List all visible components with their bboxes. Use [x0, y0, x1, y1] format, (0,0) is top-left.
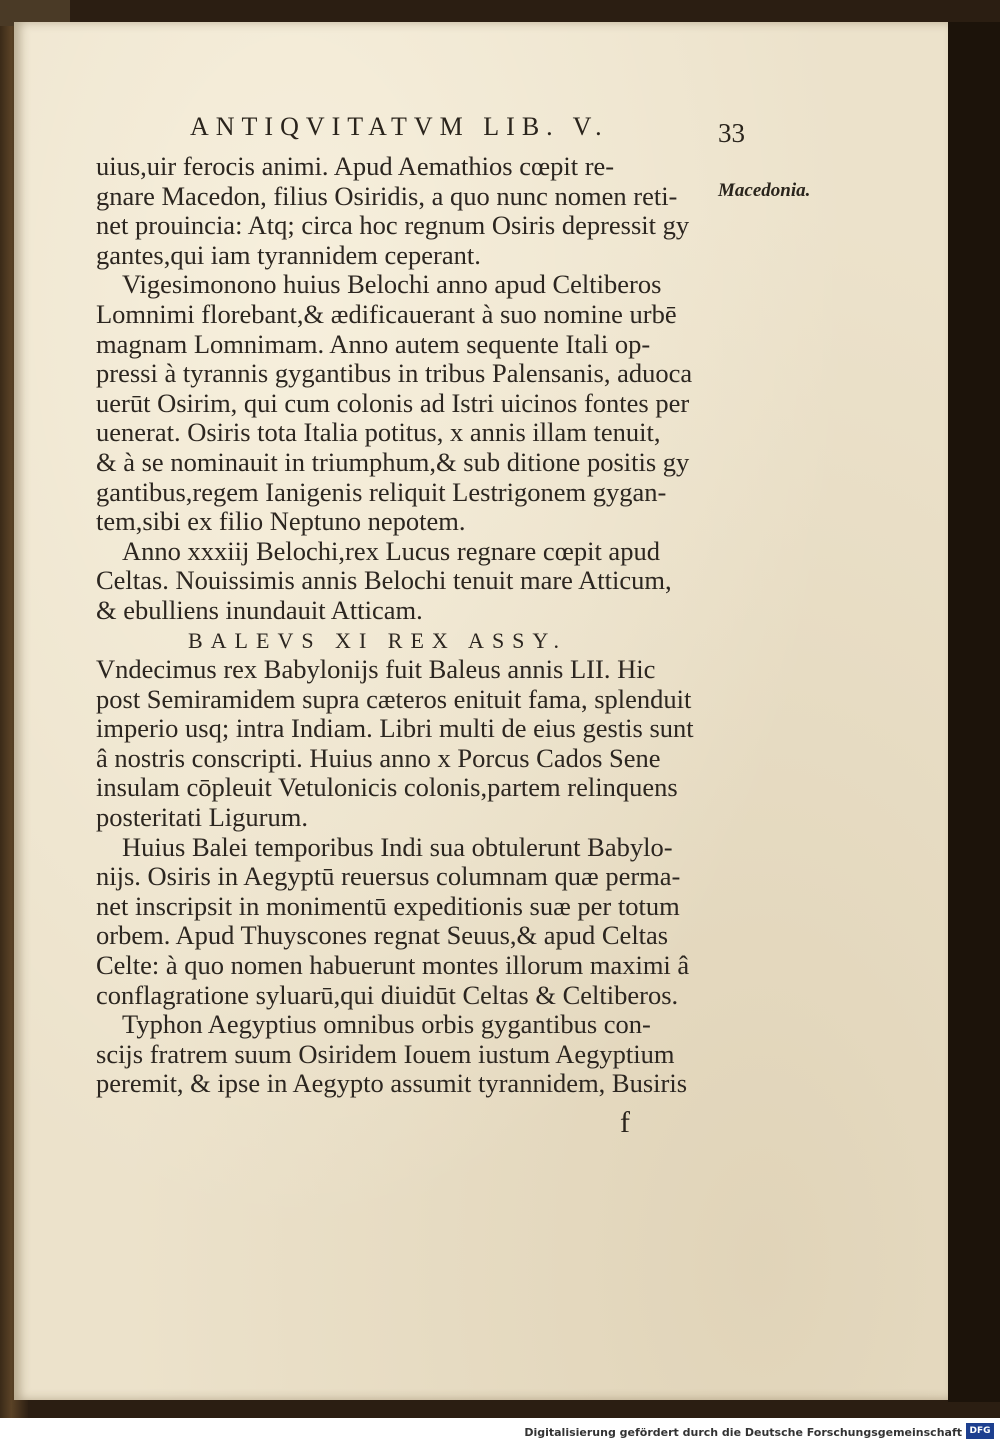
text-line: net prouincia: Atq; circa hoc regnum Osiris depressit gy — [96, 210, 690, 241]
text-line: Huius Balei temporibus Indi sua obtulerunt Babylo- — [122, 831, 673, 862]
text-line: Typhon Aegyptius omnibus orbis gygantibus con- — [122, 1009, 651, 1040]
text-line: peremit, & ipse in Aegypto assumit tyrannidem, Busiris — [96, 1068, 688, 1099]
text-line: conflagratione syluarū,qui diuidūt Celtas & Celtiberos. — [96, 979, 679, 1010]
text-line: uius,uir ferocis animi. Apud Aemathios cœpit re- — [96, 151, 615, 181]
text-line: Vndecimus rex Babylonijs fuit Baleus annis LII. Hic — [96, 654, 656, 685]
folio-number: 33 — [718, 118, 745, 148]
text-line: uerūt Osirim, qui cum colonis ad Istri uicinos fontes per — [96, 387, 690, 418]
catchword: f — [620, 1106, 630, 1139]
text-line: & ebulliens inundauit Atticam. — [96, 594, 423, 625]
text-line: scijs fratrem suum Osiridem Iouem iustum Aegyptium — [96, 1038, 675, 1069]
running-title: ANTIQVITATVM LIB. V. — [190, 112, 609, 141]
text-line: net inscripsit in monimentū expeditionis suæ per totum — [96, 890, 680, 921]
text-line: Lomnimi florebant,& ædificauerant à suo nomine urbē — [96, 298, 677, 329]
text-line: imperio usq; intra Indiam. Libri multi de eius gestis sunt — [96, 713, 694, 744]
text-line: nijs. Osiris in Aegyptū reuersus columnam quæ perma- — [96, 861, 681, 892]
text-line: insulam cōpleuit Vetulonicis colonis,partem relinquens — [96, 772, 678, 803]
text-line: pressi à tyrannis gygantibus in tribus Palensanis, aduoca — [96, 358, 693, 389]
text-line: orbem. Apud Thuyscones regnat Seuus,& apud Celtas — [96, 920, 669, 951]
footer-bar — [0, 1418, 1000, 1448]
margin-note: Macedonia. — [718, 180, 811, 201]
text-line: & à se nominauit in triumphum,& sub ditione positis gy — [96, 446, 690, 477]
text-line: Celte: à quo nomen habuerunt montes illorum maximi â — [96, 950, 690, 981]
text-line: magnam Lomnimam. Anno autem sequente Itali op- — [96, 328, 651, 359]
section-heading: BALEVS XI REX ASSY. — [188, 627, 567, 653]
text-line: uenerat. Osiris tota Italia potitus, x annis illam tenuit, — [96, 417, 661, 448]
text-line: Celtas. Nouissimis annis Belochi tenuit mare Atticum, — [96, 565, 672, 596]
text-line: Anno xxxiij Belochi,rex Lucus regnare cœpit apud — [122, 535, 660, 566]
text-line: gantes,qui iam tyrannidem ceperant. — [96, 239, 481, 270]
scan-right-strip — [948, 22, 1000, 1402]
text-line: â nostris conscripti. Huius anno x Porcus Cados Sene — [96, 742, 661, 773]
text-line: post Semiramidem supra cæteros enituit fama, splenduit — [96, 683, 692, 714]
text-line: tem,sibi ex filio Neptuno nepotem. — [96, 506, 466, 537]
body-text — [96, 152, 706, 1099]
dfg-logo-icon: DFG — [966, 1423, 994, 1439]
text-line: gantibus,regem Ianigenis reliquit Lestrigonem gygan- — [96, 476, 667, 507]
text-line: gnare Macedon, filius Osiridis, a quo nunc nomen reti- — [96, 180, 678, 211]
text-line: Vigesimonono huius Belochi anno apud Celtiberos — [122, 269, 662, 300]
funding-credit: Digitalisierung gefördert durch die Deutsche Forschungsgemeinschaft — [524, 1426, 962, 1439]
text-line: posteritati Ligurum. — [96, 802, 308, 833]
